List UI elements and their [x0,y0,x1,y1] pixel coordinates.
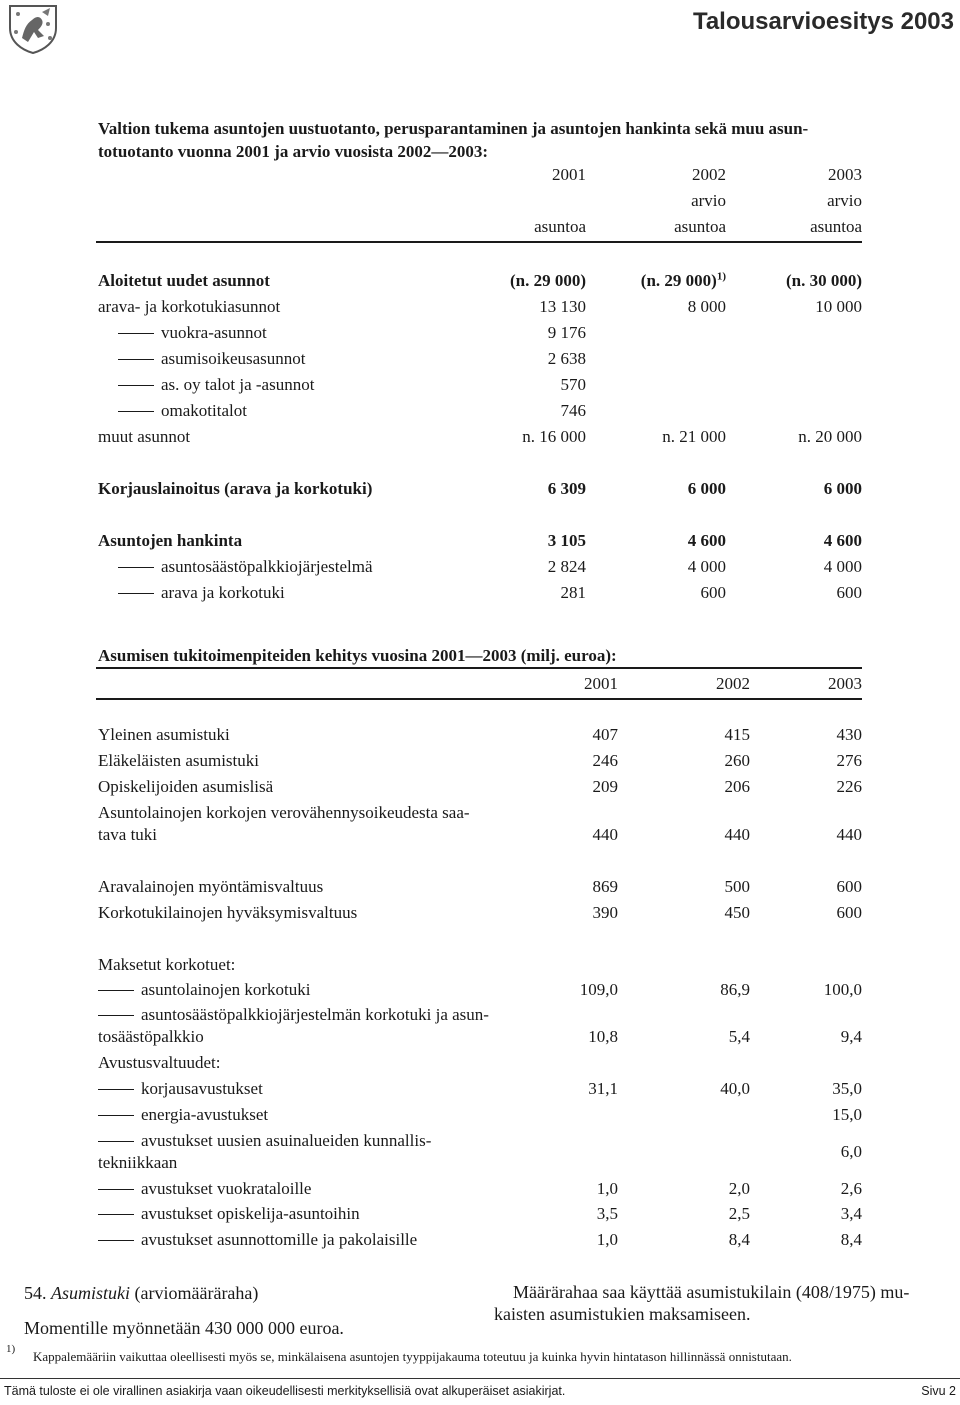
table-row-value: 6,0 [840,1142,862,1161]
table-row: Korkotukilainojen hyväksymisvaltuus 390 450 600 [98,903,862,922]
dash-mark [118,411,154,412]
table-row: tava tuki 440 440 440 [98,825,862,844]
dash-mark [118,359,154,360]
section2-header-years: 2001 2002 2003 [584,674,862,693]
section1-header-unit: asuntoa asuntoa asuntoa [534,217,862,236]
footer-disclaimer: Tämä tuloste ei ole virallinen asiakirja vaan oikeudellisesti merkityksellisiä ovat alkuperäiset asiakirjat. [4,1384,566,1398]
section1-header-sub: arvio arvio [691,191,862,210]
section2-title: Asumisen tukitoimenpiteiden kehitys vuosina 2001—2003 (milj. euroa): [98,646,617,665]
table-row: arava ja korkotuki 281 600 600 [98,581,862,605]
dash-mark [98,1189,134,1190]
table-row: Asuntojen hankinta 3 105 4 600 4 600 [98,531,862,550]
table-row: Maksetut korkotuet: [98,955,236,974]
page-number: Sivu 2 [921,1384,956,1398]
dash-mark [118,593,154,594]
table-row: vuokra-asunnot 9 176 [98,321,862,345]
table-row: Yleinen asumistuki 407 415 430 [98,725,862,744]
table-row: Aravalainojen myöntämisvaltuus 869 500 600 [98,877,862,896]
dash-mark [98,1240,134,1241]
section1-divider [96,241,862,243]
dash-mark [118,385,154,386]
table-row: arava- ja korkotukiasunnot 13 130 8 000 10 000 [98,297,862,316]
dash-mark [98,1214,134,1215]
section2-divider-top [96,667,862,669]
coat-of-arms-logo [4,2,62,54]
table-row-line1: avustukset uusien asuinalueiden kunnallis- [98,1129,862,1153]
table-row: Eläkeläisten asumistuki 246 260 276 [98,751,862,770]
document-title: Talousarvioesitys 2003 [692,8,954,35]
dash-mark [98,1115,134,1116]
section1-header-years: 2001 2002 2003 [552,165,862,184]
table-row: Aloitetut uudet asunnot (n. 29 000) (n. 29 000)$^{1)}$ (n. 30 000) [98,270,862,290]
table-row: korjausavustukset 31,1 40,0 35,0 [98,1077,862,1101]
section1-title: Valtion tukema asuntojen uustuotanto, perusparantaminen ja asuntojen hankinta sekä muu asun- totuotanto vuonna 2001 ja arvio vuosista 2002—2003: [98,119,809,161]
moment-amount: Momentille myönnetään 430 000 000 euroa. [24,1318,344,1338]
dash-mark [98,1089,134,1090]
table-row-line2: tekniikkaan [98,1153,178,1172]
dash-mark [98,990,134,991]
table-row: avustukset asunnottomille ja pakolaisille 1,0 8,4 8,4 [98,1228,862,1252]
table-row: asuntolainojen korkotuki 109,0 86,9 100,0 [98,978,862,1002]
table-row: Avustusvaltuudet: [98,1053,221,1072]
dash-mark [98,1015,134,1016]
moment-usage: Määrärahaa saa käyttää asumistukilain (408/1975) mu- kaisten asumistukien maksamiseen. [494,1282,910,1324]
dash-mark [118,567,154,568]
moment-heading: 54. Asumistuki (arviomääräraha) [24,1283,259,1303]
table-row-line1: Asuntolainojen korkojen verovähennysoikeudesta saa- [98,803,470,822]
footnote-text: Kappalemääriin vaikuttaa oleellisesti myös se, minkälaisena asuntojen tyyppijakauma toteutuu ja kuinka hyvin hintatason hillinnässä onnistutaan. [33,1349,792,1364]
table-row: asuntosäästöpalkkiojärjestelmä 2 824 4 000 4 000 [98,555,862,579]
table-row: Korjauslainoitus (arava ja korkotuki) 6 309 6 000 6 000 [98,479,862,498]
table-row: muut asunnot n. 16 000 n. 21 000 n. 20 000 [98,427,862,446]
table-row: avustukset opiskelija-asuntoihin 3,5 2,5 3,4 [98,1202,862,1226]
table-row: energia-avustukset 15,0 [98,1103,862,1127]
table-row: tosäästöpalkkio 10,8 5,4 9,4 [98,1027,862,1046]
table-row: Opiskelijoiden asumislisä 209 206 226 [98,777,862,796]
footnote-mark: 1) [6,1343,16,1355]
section2-divider-bottom [96,698,862,700]
dash-mark [118,333,154,334]
table-row: as. oy talot ja -asunnot 570 [98,373,862,397]
table-row: omakotitalot 746 [98,399,862,423]
table-row: avustukset vuokrataloille 1,0 2,0 2,6 [98,1177,862,1201]
table-row: asumisoikeusasunnot 2 638 [98,347,862,371]
footer-divider [0,1378,960,1379]
table-row-line1: asuntosäästöpalkkiojärjestelmän korkotuki ja asun- [98,1003,862,1027]
